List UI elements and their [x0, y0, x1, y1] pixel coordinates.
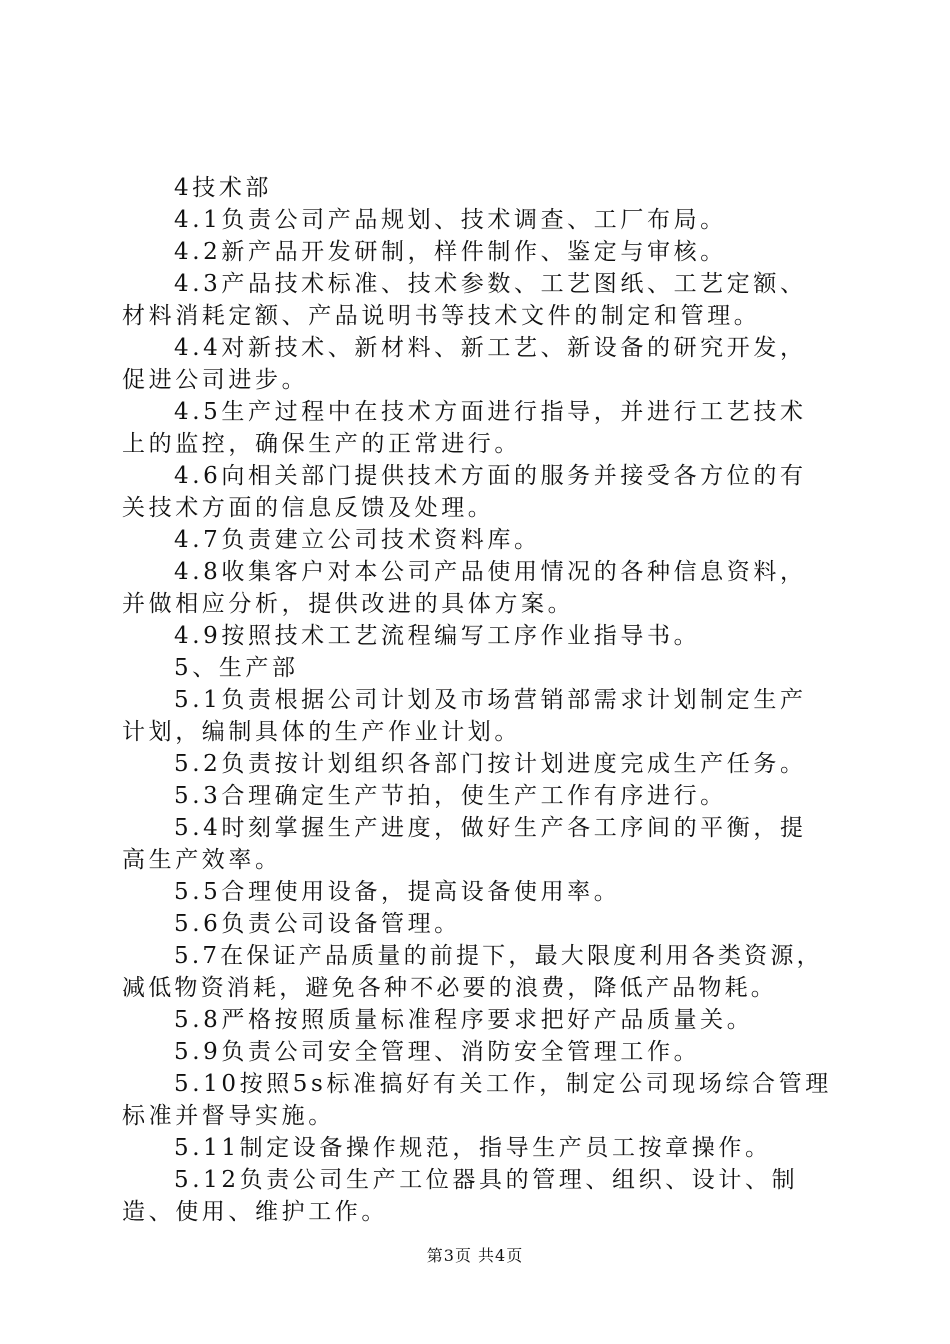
paragraph-5-8: 5.8严格按照质量标准程序要求把好产品质量关。 — [174, 1007, 754, 1033]
paragraph-4-1: 4.1负责公司产品规划、技术调查、工厂布局。 — [174, 207, 727, 233]
section-heading-tech: 4技术部 — [174, 175, 273, 201]
document-body — [122, 172, 832, 1228]
section-heading-production: 5、生产部 — [174, 655, 299, 681]
paragraph-4-7: 4.7负责建立公司技术资料库。 — [174, 527, 541, 553]
paragraph-4-9: 4.9按照技术工艺流程编写工序作业指导书。 — [174, 623, 701, 649]
paragraph-4-2: 4.2新产品开发研制，样件制作、鉴定与审核。 — [174, 239, 727, 265]
paragraph-5-4: 5.4时刻掌握生产进度，做好生产各工序间的平衡，提高生产效率。 — [122, 815, 807, 873]
paragraph-4-8: 4.8收集客户对本公司产品使用情况的各种信息资料，并做相应分析，提供改进的具体方案。 — [122, 559, 807, 617]
paragraph-5-12: 5.12负责公司生产工位器具的管理、组织、设计、制造、使用、维护工作。 — [122, 1167, 799, 1225]
paragraph-4-3: 4.3产品技术标准、技术参数、工艺图纸、工艺定额、材料消耗定额、产品说明书等技术文件的制定和管理。 — [122, 271, 807, 329]
paragraph-5-7: 5.7在保证产品质量的前提下，最大限度利用各类资源，减低物资消耗，避免各种不必要的浪费，降低产品物耗。 — [122, 943, 823, 1001]
paragraph-4-5: 4.5生产过程中在技术方面进行指导，并进行工艺技术上的监控，确保生产的正常进行。 — [122, 399, 807, 457]
paragraph-5-6: 5.6负责公司设备管理。 — [174, 911, 461, 937]
paragraph-5-9: 5.9负责公司安全管理、消防安全管理工作。 — [174, 1039, 701, 1065]
paragraph-4-6: 4.6向相关部门提供技术方面的服务并接受各方位的有关技术方面的信息反馈及处理。 — [122, 463, 807, 521]
paragraph-5-5: 5.5合理使用设备，提高设备使用率。 — [174, 879, 621, 905]
paragraph-5-1: 5.1负责根据公司计划及市场营销部需求计划制定生产计划，编制具体的生产作业计划。 — [122, 687, 807, 745]
paragraph-4-4: 4.4对新技术、新材料、新工艺、新设备的研究开发，促进公司进步。 — [122, 335, 807, 393]
paragraph-5-11: 5.11制定设备操作规范，指导生产员工按章操作。 — [174, 1135, 772, 1161]
paragraph-5-2: 5.2负责按计划组织各部门按计划进度完成生产任务。 — [174, 751, 807, 777]
paragraph-5-10: 5.10按照5s标准搞好有关工作，制定公司现场综合管理标准并督导实施。 — [122, 1071, 832, 1129]
paragraph-5-3: 5.3合理确定生产节拍，使生产工作有序进行。 — [174, 783, 727, 809]
page-footer: 第3页 共4页 — [426, 1246, 524, 1265]
